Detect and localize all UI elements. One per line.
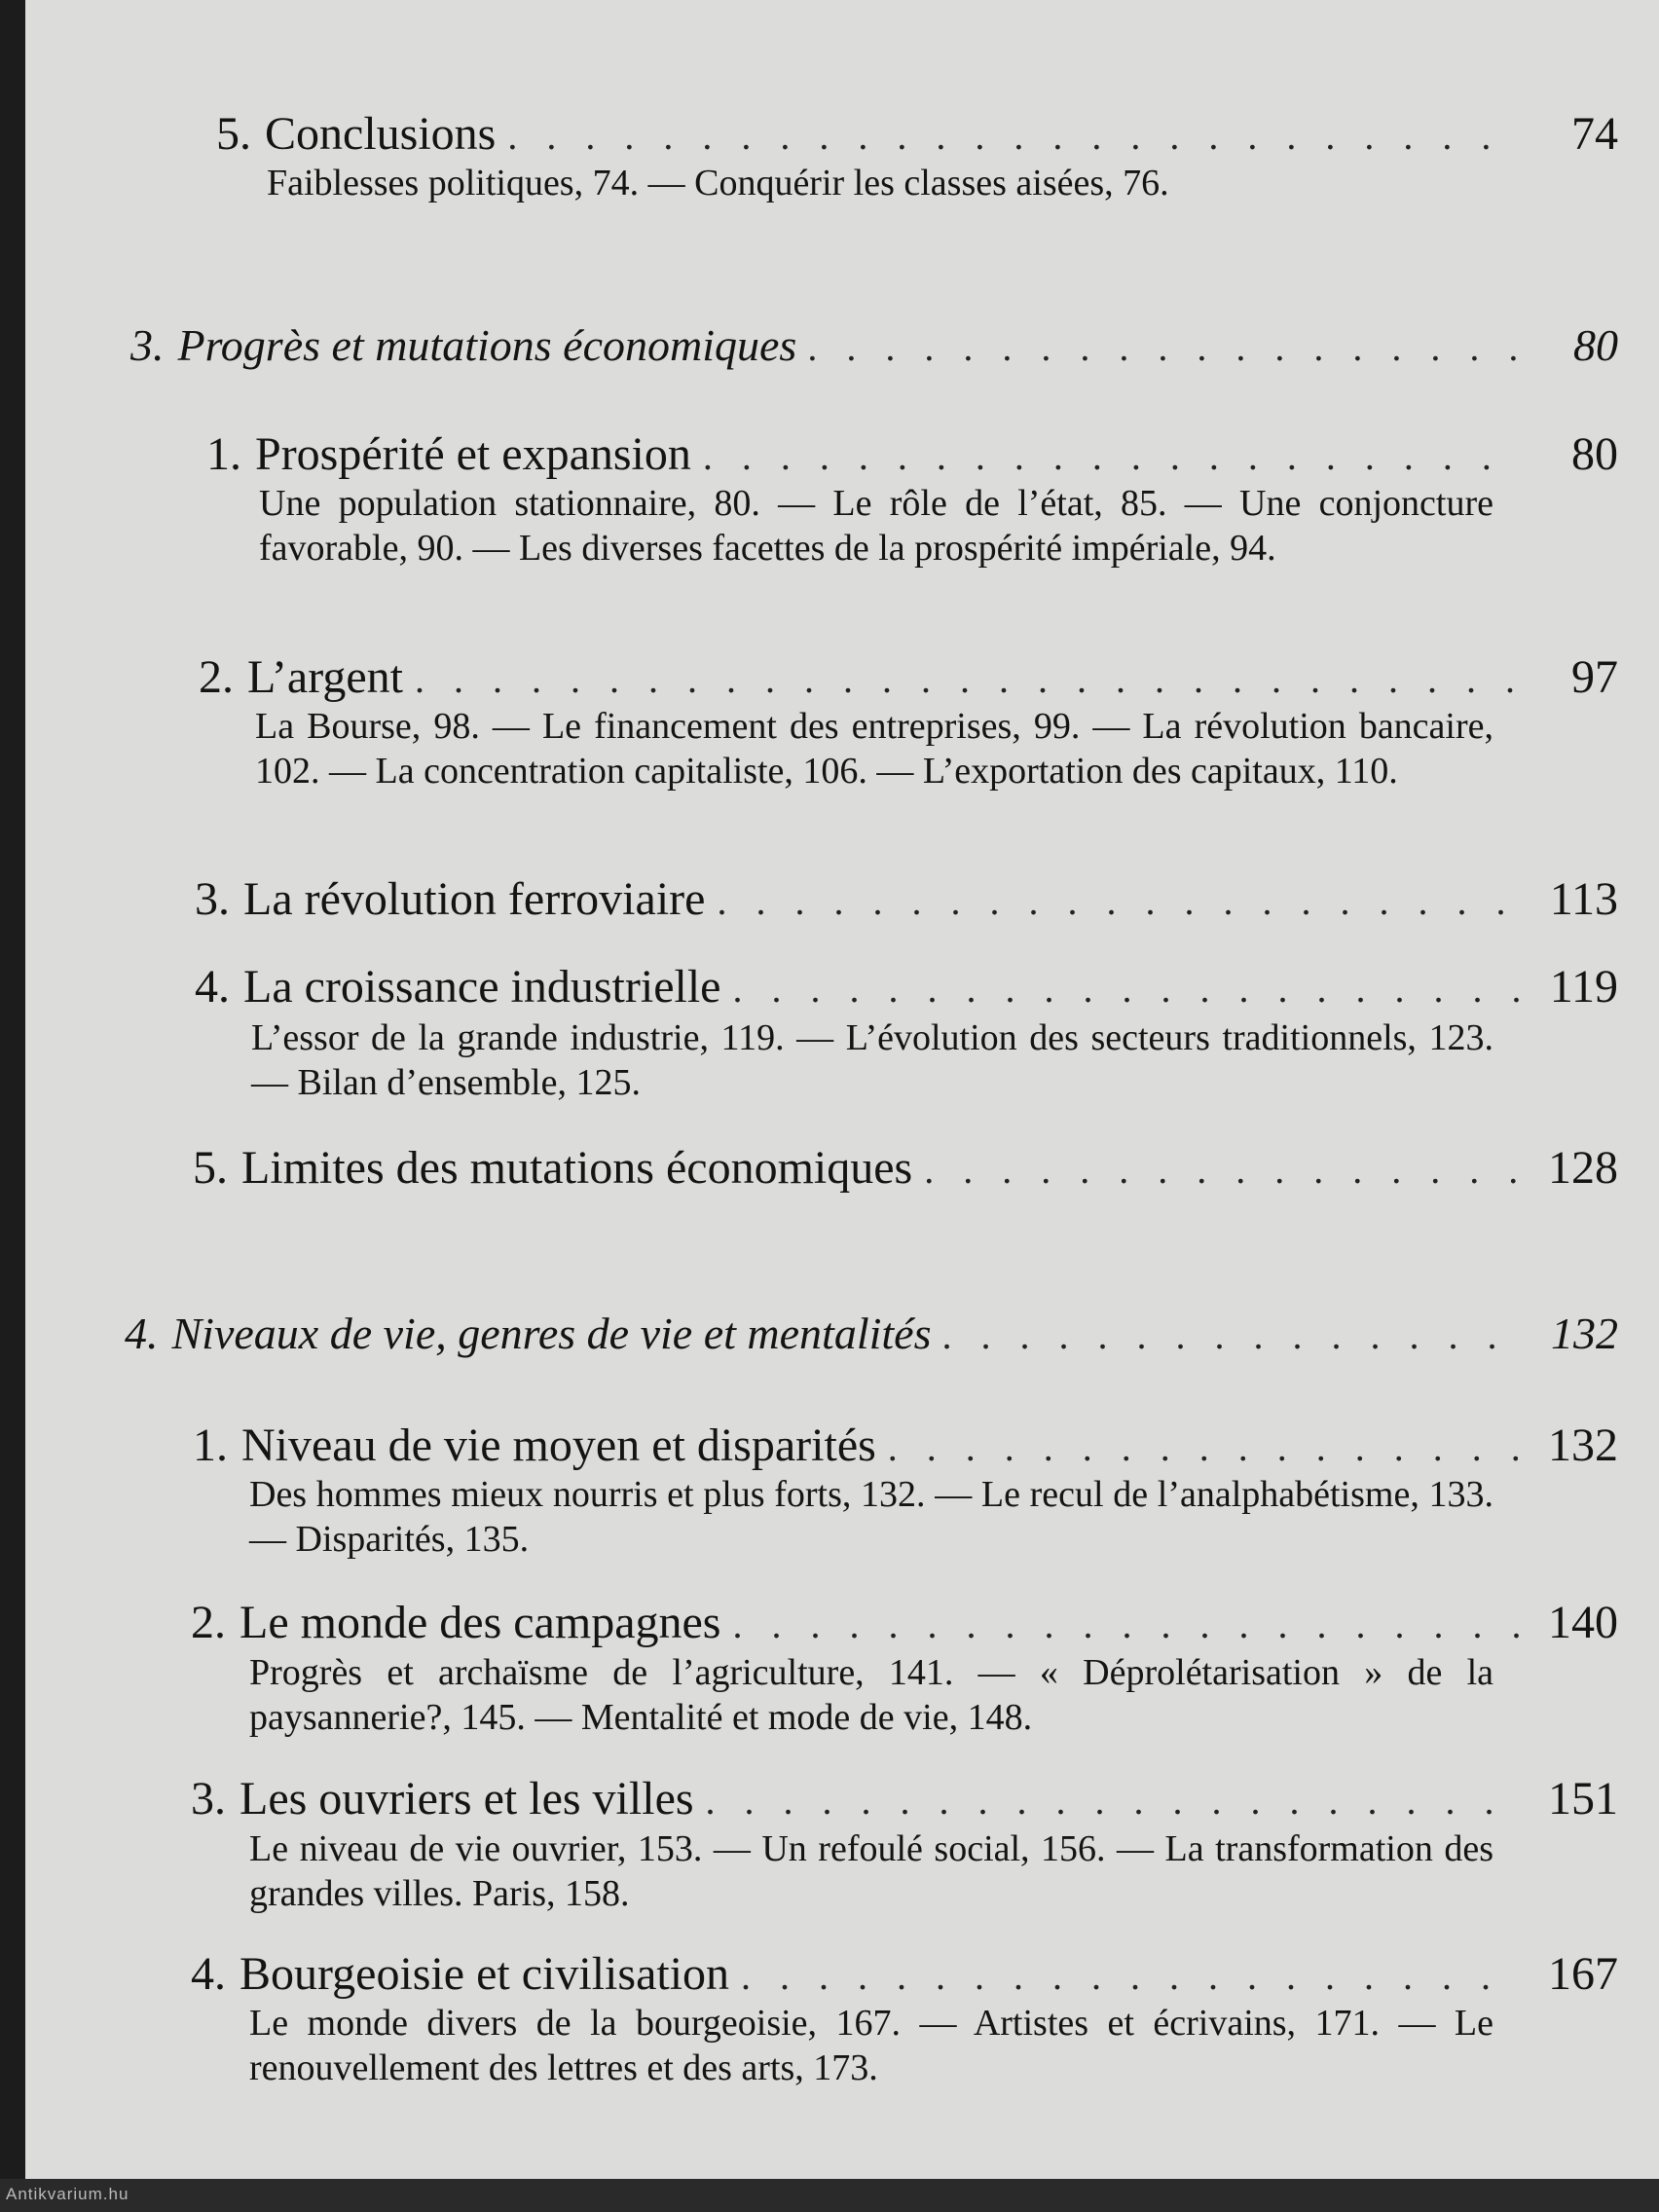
page-number: 80 [1571,428,1618,480]
section-number: 4. [195,961,230,1013]
section-number: 4. [191,1948,226,2000]
toc-section-heading [191,1770,1618,1830]
section-subtopics: Faiblesses politiques, 74. — Conquérir les classes aisées, 76. [267,163,1169,203]
section-subtopics: Des hommes mieux nourris et plus forts, 132. — Le recul de l’analphabétisme, 133. — Disparités, 135. [249,1474,1493,1560]
toc-part-heading [125,1305,1618,1365]
page-number: 140 [1548,1597,1618,1648]
dot-leader [732,960,1519,1018]
page-number: 113 [1549,873,1618,925]
toc-section-heading [195,958,1618,1018]
book-page [25,0,1659,2212]
toc-section-heading [216,105,1618,166]
section-title: Prospérité et expansion [255,428,691,480]
toc-part-heading [130,316,1618,377]
section-number: 3. [191,1773,226,1825]
dot-leader [507,107,1519,166]
page-number: 167 [1548,1948,1618,2000]
part-title: Progrès et mutations économiques [177,320,797,370]
toc-section-heading [206,425,1618,486]
page-number: 74 [1571,108,1618,160]
watermark: Antikvarium.hu [6,2185,129,2203]
page-number: 132 [1548,1419,1618,1471]
section-number: 2. [199,651,234,703]
dot-leader [888,1419,1519,1477]
section-subtopics: Une population stationnaire, 80. — Le rôle de l’état, 85. — Une conjoncture favorable, 90. — Les diverses facettes de la prospérité impériale, 94. [259,483,1493,569]
toc-section-heading [191,1594,1618,1654]
toc-section-heading [191,1945,1618,2006]
page-number: 132 [1551,1309,1618,1358]
section-title: Conclusions [265,108,497,160]
section-title: La révolution ferroviaire [243,873,706,925]
part-title: Niveaux de vie, genres de vie et mentalités [171,1309,932,1358]
page-binding-shadow [0,0,25,2212]
section-title: Le monde des campagnes [240,1597,721,1648]
page-number: 97 [1571,651,1618,703]
section-number: 5. [216,108,251,160]
page-bottom-shadow [0,2179,1659,2212]
page-number: 151 [1548,1773,1618,1825]
toc-section-heading [193,1417,1618,1477]
page-number: 128 [1548,1142,1618,1194]
toc-section-heading [193,1139,1618,1199]
part-number: 4. [125,1309,159,1358]
part-number: 3. [130,320,165,370]
page-number: 119 [1549,961,1618,1013]
toc-section-heading [195,870,1618,931]
section-subtopics: Le monde divers de la bourgeoisie, 167. — Artistes et écrivains, 171. — Le renouvellement des lettres et des arts, 173. [249,2003,1493,2088]
dot-leader [924,1141,1519,1199]
section-title: Limites des mutations économiques [241,1142,913,1194]
section-number: 2. [191,1597,226,1648]
dot-leader [732,1596,1519,1654]
page-number: 80 [1573,320,1618,370]
section-number: 1. [193,1419,228,1471]
toc-section-heading [199,648,1618,709]
dot-leader [703,427,1519,486]
section-title: Bourgeoisie et civilisation [240,1948,730,2000]
dot-leader [808,318,1519,377]
dot-leader [706,1772,1519,1830]
dot-leader [415,650,1519,709]
section-subtopics: La Bourse, 98. — Le financement des entreprises, 99. — La révolution bancaire, 102. — La concentration capitaliste, 106. — L’exportation des capitaux, 110. [255,706,1493,792]
section-number: 1. [206,428,241,480]
section-number: 5. [193,1142,228,1194]
section-number: 3. [195,873,230,925]
section-title: Les ouvriers et les villes [240,1773,694,1825]
dot-leader [942,1307,1519,1365]
section-title: Niveau de vie moyen et disparités [241,1419,876,1471]
section-subtopics: L’essor de la grande industrie, 119. — L’évolution des secteurs traditionnels, 123. — Bilan d’ensemble, 125. [251,1017,1493,1103]
dot-leader [717,872,1519,931]
dot-leader [741,1947,1519,2006]
section-title: L’argent [247,651,403,703]
section-title: La croissance industrielle [243,961,721,1013]
section-subtopics: Le niveau de vie ouvrier, 153. — Un refoulé social, 156. — La transformation des grandes villes. Paris, 158. [249,1828,1493,1914]
section-subtopics: Progrès et archaïsme de l’agriculture, 141. — « Déprolétarisation » de la paysannerie?, 145. — Mentalité et mode de vie, 148. [249,1652,1493,1738]
